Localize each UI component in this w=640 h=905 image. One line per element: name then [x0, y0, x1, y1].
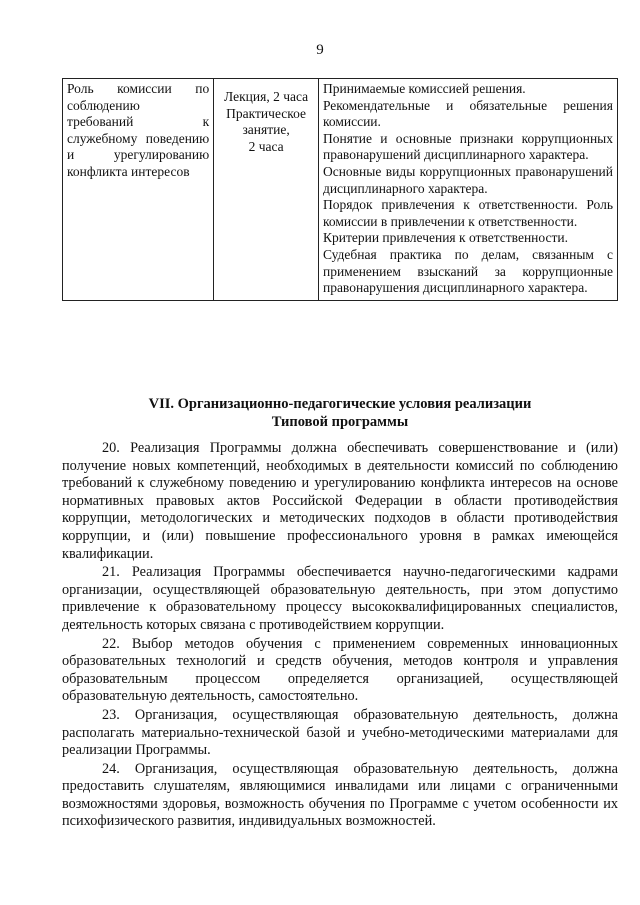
paragraph-24: 24. Организация, осуществляющая образовательную деятельность, должна предоставить слушателям, являющимися инвалидами или лицами с ограниченными возможностями здоровья, возможность обучения по Программе с учетом особенности их психофизического развития, индивидуальных возможностей. — [62, 760, 618, 830]
content-item: Понятие и основные признаки коррупционных правонарушений дисциплинарного характера. — [322, 130, 613, 163]
section-body — [62, 440, 618, 832]
table-row — [63, 79, 618, 301]
hours-practice-count: 2 часа — [248, 138, 284, 154]
hours-cell — [214, 79, 319, 301]
section-title-line1: VII. Организационно-педагогические условия реализации — [148, 396, 532, 412]
section-title-line2: Типовой программы — [271, 414, 409, 430]
paragraph-23: 23. Организация, осуществляющая образовательную деятельность, должна располагать материально-технической базой и учебно-методическими материалами для реализации Программы. — [62, 706, 618, 759]
section-title — [62, 395, 618, 431]
hours-lecture: Лекция, 2 часа — [224, 89, 309, 104]
content-item: Критерии привлечения к ответственности. — [322, 230, 568, 246]
paragraph-22: 22. Выбор методов обучения с применением современных инновационных образовательных технологий и средств обучения, методов контроля и управления образовательным процессом определяется организацией, осуществляющей образовательную деятельность, самостоятельно. — [62, 635, 618, 705]
paragraph-20: 20. Реализация Программы должна обеспечивать совершенствование и (или) получение новых компетенций, необходимых в деятельности комиссий по соблюдению требований к служебному поведению и урегулированию конфликта интересов на основе нормативных правовых актов Российской Федерации в области противодействия коррупции, методологических и методических подходов в области противодействия коррупции, и (или) повышение профессионального уровня в рамках имеющейся квалификации. — [62, 440, 618, 562]
content-item: Порядок привлечения к ответственности. Роль комиссии в привлечении к ответственности. — [322, 197, 613, 229]
curriculum-table — [62, 78, 618, 301]
hours-practice: Практическое занятие, — [226, 105, 307, 138]
content-item: Рекомендательные и обязательные решения комиссии. — [322, 97, 613, 130]
content-cell — [318, 79, 617, 301]
page-number: 9 — [316, 42, 324, 58]
content-item: Принимаемые комиссией решения. — [322, 81, 526, 96]
content-item: Основные виды коррупционных правонарушений дисциплинарного характера. — [322, 163, 613, 196]
paragraph-21: 21. Реализация Программы обеспечивается научно-педагогическими кадрами организации, осуществляющей образовательную деятельность, при этом допустимо привлечение к образовательному процессу высококвалифицированных специалистов, деятельность которых связана с противодействием коррупции. — [62, 564, 618, 633]
topic-cell: Роль комиссии по соблюдению требований к служебному поведению и урегулированию конфликта интересов — [63, 79, 214, 301]
content-item: Судебная практика по делам, связанным с применением взысканий за коррупционные правонарушения дисциплинарного характера. — [322, 246, 613, 296]
